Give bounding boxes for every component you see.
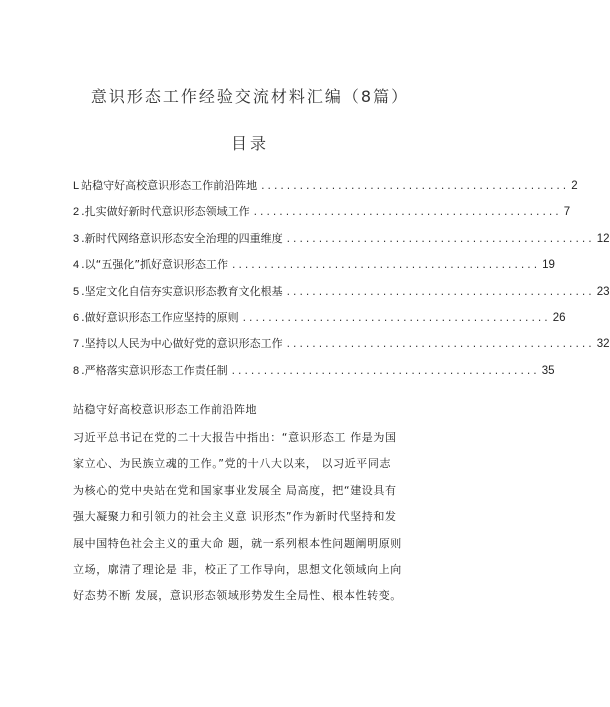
toc-entry-title: .坚定文化自信夯实意识形态教育文化根基: [81, 284, 283, 298]
body-paragraph: [73, 428, 443, 613]
toc-entry-number: 4: [73, 259, 80, 272]
toc-entry-number: 7: [73, 338, 80, 351]
toc-entry-page: 7: [563, 206, 571, 219]
toc-leader-dots: ................................................: [231, 261, 540, 272]
toc-entry-page: 32: [596, 338, 610, 351]
toc-leader-dots: ................................................: [230, 366, 539, 377]
toc-entry-page: 12: [596, 232, 610, 245]
toc-entry-number: 6: [73, 311, 80, 324]
toc-leader-dots: ................................................: [241, 313, 550, 324]
toc-entry-title: .扎实做好新时代意识形态领域工作: [81, 205, 250, 219]
toc-entry[interactable]: [73, 256, 555, 282]
body-line: 强大凝聚力和引领力的社会主义意 识形杰”作为新时代坚持和发: [73, 510, 397, 524]
body-line: 展中国特色社会主义的重大命 题，就一系列根本性问题阐明原则: [73, 536, 402, 550]
toc-entry[interactable]: [73, 177, 578, 203]
toc-entry-title: .做好意识形态工作应坚持的原则: [81, 310, 239, 324]
section-heading: 站稳守好高校意识形态工作前沿阵地: [73, 403, 257, 416]
toc-entry[interactable]: [73, 309, 566, 335]
toc-leader-dots: ................................................: [260, 182, 569, 192]
toc-leader-dots: ................................................: [285, 287, 594, 298]
toc-entry-number: L: [73, 180, 80, 192]
toc-entry[interactable]: [73, 203, 571, 229]
toc-entry[interactable]: [73, 335, 610, 361]
toc-entry-page: 26: [552, 311, 566, 324]
toc-heading: 目录: [230, 134, 269, 153]
body-line: 家立心、为民族立魂的工作。”党的十八大以来， 以习近平同志: [73, 457, 392, 471]
body-line: 为核心的党中央站在党和国家事业发展全 局高度，把“建设具有: [73, 483, 397, 497]
toc-entry-page: 2: [571, 180, 578, 192]
body-line: 立场，廓清了理论是 非，校正了工作导向，思想文化领域向上向: [73, 562, 402, 576]
toc-entry[interactable]: [73, 283, 610, 309]
toc-entry-number: 2: [73, 206, 80, 219]
toc-entry-page: 19: [542, 259, 555, 272]
toc-entry-title: 站稳守好高校意识形态工作前沿阵地: [81, 179, 258, 192]
toc-entry-number: 3: [73, 232, 80, 245]
table-of-contents: [73, 177, 610, 388]
toc-leader-dots: ................................................: [285, 234, 594, 245]
toc-entry-page: 35: [541, 364, 555, 377]
toc-entry-number: 8: [73, 364, 80, 377]
toc-entry-page: 23: [596, 285, 610, 298]
toc-leader-dots: ................................................: [285, 340, 594, 351]
toc-entry-title: .新时代网络意识形态安全治理的四重维度: [81, 231, 283, 245]
document-title: 意识形态工作经验交流材料汇编（8篇）: [90, 87, 410, 106]
toc-entry-number: 5: [73, 285, 80, 298]
body-line: 习近平总书记在党的二十大报告中指出：“意识形态工 作是为国: [73, 431, 397, 444]
toc-entry-title: .严格落实意识形态工作责任制: [81, 363, 228, 377]
toc-entry-title: .坚持以人民为中心做好党的意识形态工作: [81, 337, 283, 351]
toc-entry[interactable]: [73, 230, 610, 256]
toc-entry-title: .以“五强化”抓好意识形态工作: [81, 258, 229, 272]
toc-leader-dots: ................................................: [252, 208, 561, 219]
body-line: 好态势不断 发展，意识形态领域形势发生全局性、根本性转变。: [73, 589, 402, 603]
toc-entry[interactable]: [73, 362, 555, 388]
